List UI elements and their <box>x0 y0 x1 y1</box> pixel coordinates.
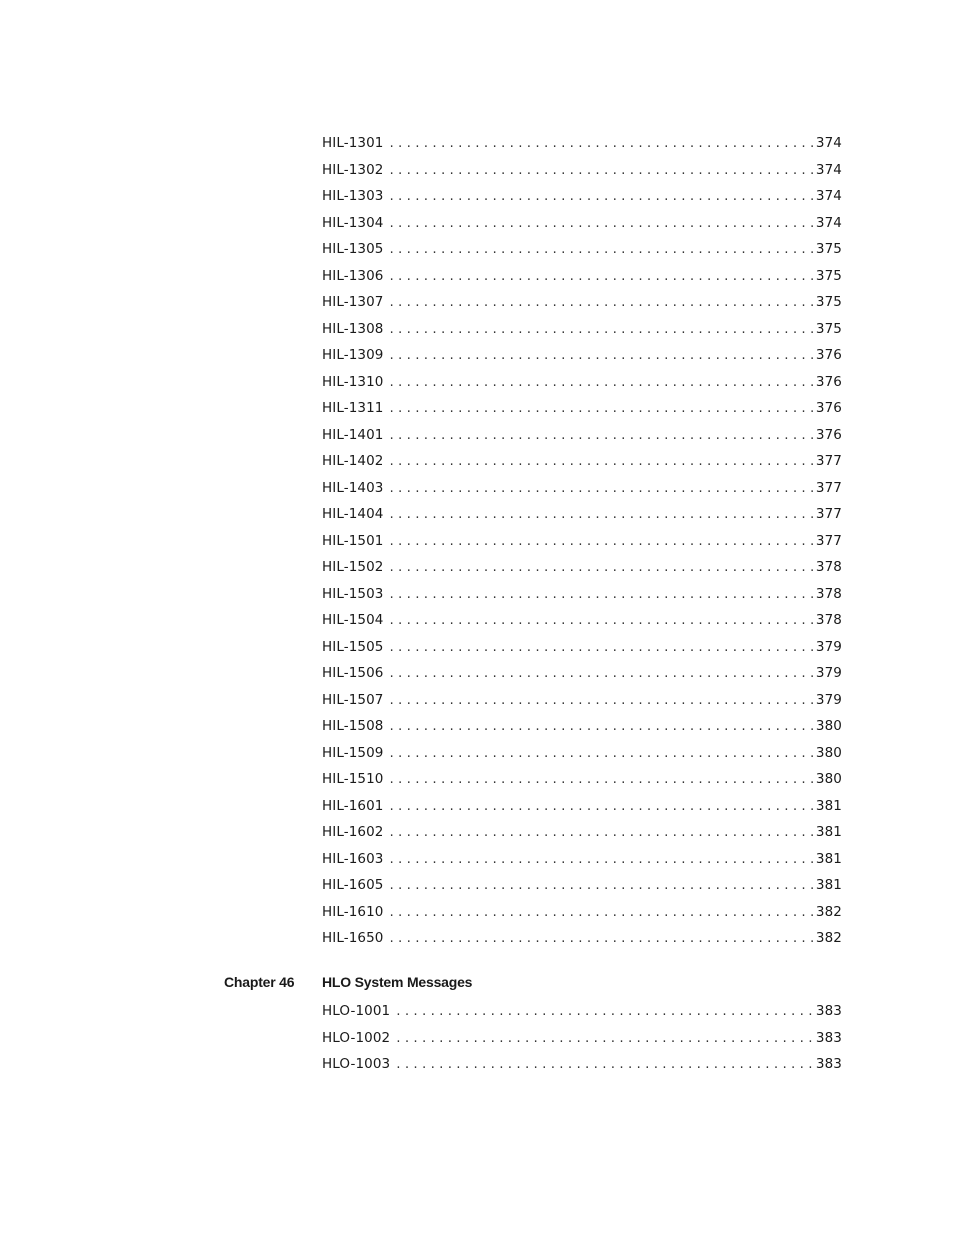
entry-label: HIL-1601 <box>322 797 384 814</box>
chapter-number: Chapter 46 <box>224 974 295 990</box>
entry-label: HIL-1309 <box>322 347 384 363</box>
dot-leader <box>389 475 813 502</box>
toc-entry[interactable] <box>322 607 842 634</box>
toc-entry[interactable] <box>322 581 842 608</box>
entry-page-number: 375 <box>815 294 842 310</box>
entry-label: HIL-1502 <box>322 559 384 575</box>
dot-leader <box>389 554 813 581</box>
toc-entry[interactable] <box>322 157 842 184</box>
entry-label: HIL-1507 <box>322 691 384 708</box>
entry-page-number: 383 <box>815 1029 842 1046</box>
toc-entry[interactable] <box>322 395 842 422</box>
entry-page-number: 376 <box>815 347 842 363</box>
entry-label: HIL-1602 <box>322 824 384 840</box>
dot-leader <box>389 581 813 608</box>
entry-page-number: 375 <box>815 241 842 257</box>
toc-entry[interactable] <box>322 316 842 343</box>
entry-label: HIL-1504 <box>322 612 384 628</box>
toc-entry[interactable] <box>322 819 842 846</box>
dot-leader <box>389 766 813 793</box>
dot-leader <box>389 448 813 475</box>
toc-entry[interactable] <box>322 263 842 290</box>
entry-page-number: 376 <box>815 373 842 390</box>
entry-page-number: 382 <box>815 903 842 920</box>
dot-leader <box>389 157 813 184</box>
dot-leader <box>389 687 813 714</box>
dot-leader <box>389 899 813 926</box>
entry-page-number: 377 <box>815 479 842 496</box>
entry-page-number: 380 <box>815 771 842 787</box>
entry-label: HIL-1650 <box>322 930 384 946</box>
dot-leader <box>389 289 813 316</box>
entry-page-number: 381 <box>815 850 842 867</box>
entry-label: HIL-1506 <box>322 665 384 681</box>
toc-entry[interactable] <box>322 687 842 714</box>
toc-entry[interactable] <box>322 554 842 581</box>
entry-label: HIL-1509 <box>322 744 384 761</box>
entry-page-number: 375 <box>815 320 842 337</box>
toc-entry[interactable] <box>322 369 842 396</box>
entry-label: HIL-1510 <box>322 771 384 787</box>
entry-page-number: 374 <box>815 161 842 178</box>
entry-label: HIL-1401 <box>322 426 384 443</box>
entry-page-number: 375 <box>815 267 842 284</box>
entry-label: HIL-1501 <box>322 532 384 549</box>
toc-entry[interactable] <box>322 846 842 873</box>
toc-entry[interactable] <box>322 528 842 555</box>
dot-leader <box>389 528 813 555</box>
toc-entry[interactable] <box>322 713 842 740</box>
toc-entry[interactable] <box>322 210 842 237</box>
dot-leader <box>389 819 813 846</box>
entry-label: HIL-1301 <box>322 135 384 151</box>
dot-leader <box>389 395 813 422</box>
entry-page-number: 381 <box>815 877 842 893</box>
toc-entry[interactable] <box>322 422 842 449</box>
dot-leader <box>389 660 813 687</box>
dot-leader <box>389 713 813 740</box>
entry-page-number: 374 <box>815 188 842 204</box>
entry-label: HIL-1304 <box>322 214 384 231</box>
toc-entry[interactable] <box>322 289 842 316</box>
entry-page-number: 382 <box>815 930 842 946</box>
toc-entry[interactable] <box>322 236 842 263</box>
dot-leader <box>389 793 813 820</box>
toc-entry[interactable] <box>322 448 842 475</box>
entry-page-number: 377 <box>815 453 842 469</box>
entry-page-number: 380 <box>815 718 842 734</box>
dot-leader <box>389 846 813 873</box>
dot-leader <box>396 998 814 1025</box>
toc-entry[interactable] <box>322 342 842 369</box>
chapter-title[interactable]: HLO System Messages <box>322 974 473 990</box>
entry-label: HIL-1308 <box>322 320 384 337</box>
entry-page-number: 374 <box>815 135 842 151</box>
entry-page-number: 383 <box>815 1056 842 1072</box>
entry-label: HLO-1002 <box>322 1029 391 1046</box>
dot-leader <box>389 316 813 343</box>
toc-entry[interactable] <box>322 475 842 502</box>
toc-entry[interactable] <box>322 130 842 157</box>
toc-entry[interactable] <box>322 634 842 661</box>
toc-entry[interactable] <box>322 925 842 952</box>
dot-leader <box>389 369 813 396</box>
dot-leader <box>389 872 813 899</box>
entry-page-number: 378 <box>815 585 842 602</box>
entry-label: HLO-1001 <box>322 1003 391 1019</box>
entry-label: HIL-1302 <box>322 161 384 178</box>
entry-label: HIL-1503 <box>322 585 384 602</box>
entry-page-number: 379 <box>815 691 842 708</box>
entry-label: HIL-1310 <box>322 373 384 390</box>
entry-page-number: 377 <box>815 506 842 522</box>
hil-entry-list <box>322 130 842 952</box>
entry-page-number: 381 <box>815 824 842 840</box>
entry-label: HIL-1505 <box>322 638 384 655</box>
dot-leader <box>389 634 813 661</box>
dot-leader <box>396 1051 814 1078</box>
dot-leader <box>389 501 813 528</box>
dot-leader <box>389 263 813 290</box>
toc-entry[interactable] <box>322 740 842 767</box>
toc-entry[interactable] <box>322 793 842 820</box>
toc-entry[interactable] <box>322 1025 842 1052</box>
entry-label: HIL-1303 <box>322 188 384 204</box>
entry-label: HLO-1003 <box>322 1056 391 1072</box>
hlo-entry-list <box>322 998 842 1078</box>
entry-page-number: 377 <box>815 532 842 549</box>
entry-page-number: 378 <box>815 612 842 628</box>
toc-entry[interactable] <box>322 899 842 926</box>
entry-page-number: 379 <box>815 638 842 655</box>
entry-page-number: 381 <box>815 797 842 814</box>
toc-entry[interactable] <box>322 872 842 899</box>
entry-label: HIL-1402 <box>322 453 384 469</box>
dot-leader <box>389 607 813 634</box>
entry-page-number: 379 <box>815 665 842 681</box>
entry-label: HIL-1603 <box>322 850 384 867</box>
entry-label: HIL-1306 <box>322 267 384 284</box>
entry-label: HIL-1508 <box>322 718 384 734</box>
dot-leader <box>389 342 813 369</box>
dot-leader <box>389 183 813 210</box>
toc-entry[interactable] <box>322 183 842 210</box>
entry-page-number: 374 <box>815 214 842 231</box>
dot-leader <box>396 1025 814 1052</box>
dot-leader <box>389 925 813 952</box>
toc-entry[interactable] <box>322 998 842 1025</box>
entry-page-number: 376 <box>815 400 842 416</box>
toc-entry[interactable] <box>322 660 842 687</box>
dot-leader <box>389 130 813 157</box>
dot-leader <box>389 422 813 449</box>
toc-entry[interactable] <box>322 501 842 528</box>
entry-label: HIL-1311 <box>322 400 384 416</box>
dot-leader <box>389 210 813 237</box>
entry-label: HIL-1605 <box>322 877 384 893</box>
dot-leader <box>389 740 813 767</box>
entry-page-number: 376 <box>815 426 842 443</box>
entry-page-number: 378 <box>815 559 842 575</box>
entry-label: HIL-1305 <box>322 241 384 257</box>
entry-page-number: 380 <box>815 744 842 761</box>
toc-entry[interactable] <box>322 1051 842 1078</box>
entry-label: HIL-1307 <box>322 294 384 310</box>
entry-page-number: 383 <box>815 1003 842 1019</box>
entry-label: HIL-1403 <box>322 479 384 496</box>
entry-label: HIL-1610 <box>322 903 384 920</box>
entry-label: HIL-1404 <box>322 506 384 522</box>
toc-entry[interactable] <box>322 766 842 793</box>
chapter-heading <box>0 970 954 994</box>
dot-leader <box>389 236 813 263</box>
